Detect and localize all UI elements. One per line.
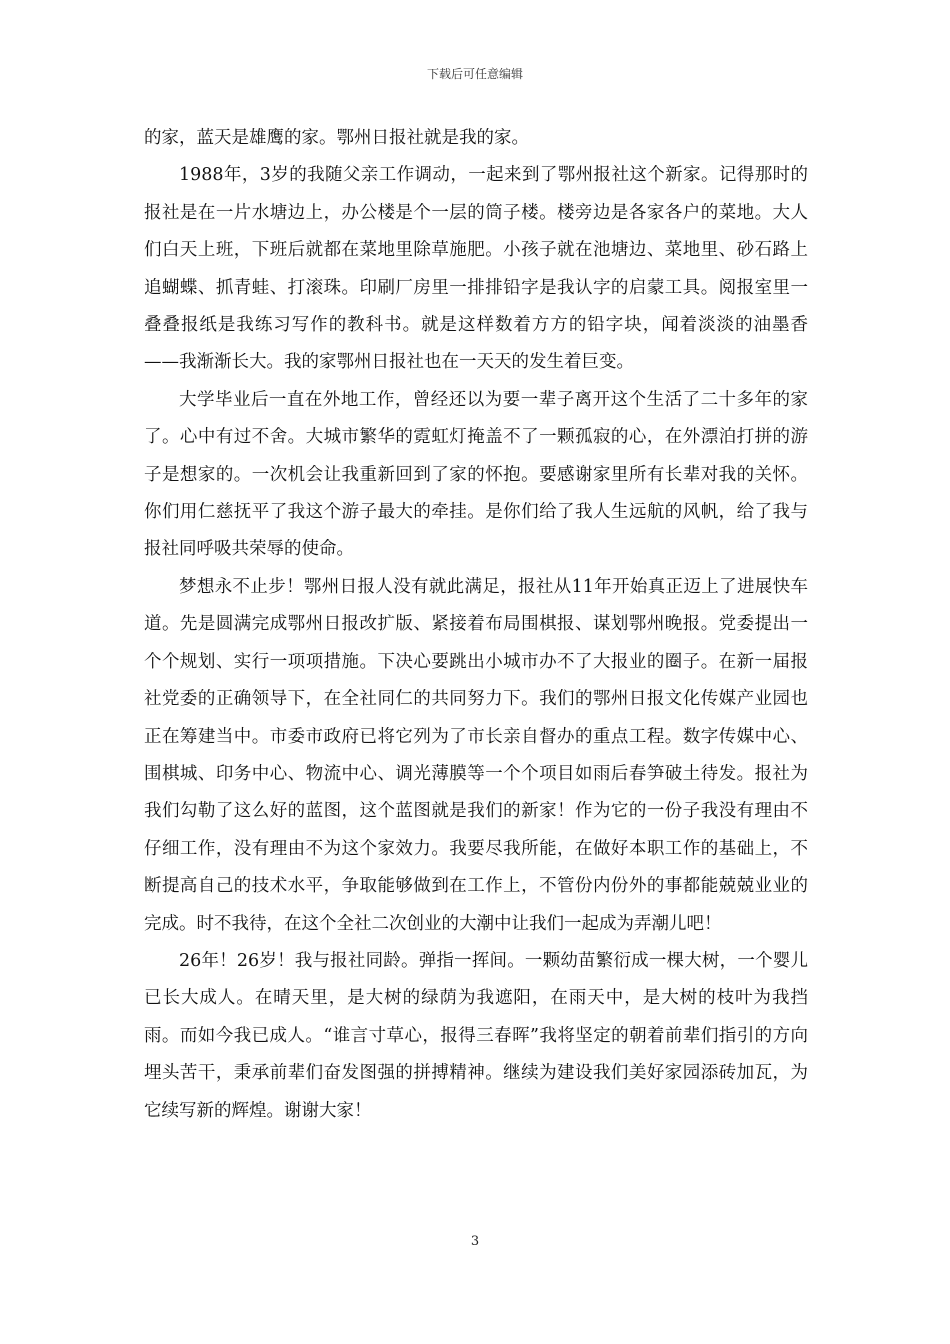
- paragraph-dream: 梦想永不止步！鄂州日报人没有就此满足，报社从11年开始真正迈上了进展快车道。先是圆满完成鄂州日报改扩版、紧接着布局围棋报、谋划鄂州晚报。党委提出一个个规划、实行一项项措施。下决心要跳出小城市办不了大报业的圈子。在新一届报社党委的正确领导下，在全社同仁的共同努力下。我们的鄂州日报文化传媒产业园也正在筹建当中。市委市政府已将它列为了市长亲自督办的重点工程。数字传媒中心、围棋城、印务中心、物流中心、调光薄膜等一个个项目如雨后春笋破土待发。报社为我们勾勒了这么好的蓝图，这个蓝图就是我们的新家！作为它的一份子我没有理由不仔细工作，没有理由不为这个家效力。我要尽我所能，在做好本职工作的基础上，不断提高自己的技术水平，争取能够做到在工作上，不管份内份外的事都能兢兢业业的完成。时不我待，在这个全社二次创业的大潮中让我们一起成为弄潮儿吧！: [144, 576, 808, 934]
- paragraph-closing: 26年！26岁！我与报社同龄。弹指一挥间。一颗幼苗繁衍成一棵大树，一个婴儿已长大成人。在晴天里，是大树的绿荫为我遮阳，在雨天中，是大树的枝叶为我挡雨。而如今我已成人。“谁言寸草心，报得三春晖”我将坚定的朝着前辈们指引的方向埋头苦干，秉承前辈们奋发图强的拼搏精神。继续为建设我们美好家园添砖加瓦，为它续写新的辉煌。谢谢大家！: [144, 950, 808, 1121]
- document-body: [144, 120, 808, 1130]
- paragraph-childhood: 1988年，3岁的我随父亲工作调动，一起来到了鄂州报社这个新家。记得那时的报社是在一片水塘边上，办公楼是个一层的筒子楼。楼旁边是各家各户的菜地。大人们白天上班，下班后就都在菜地里除草施肥。小孩子就在池塘边、菜地里、砂石路上追蝴蝶、抓青蛙、打滚珠。印刷厂房里一排排铅字是我认字的启蒙工具。阅报室里一叠叠报纸是我练习写作的教科书。就是这样数着方方的铅字块，闻着淡淡的油墨香——我渐渐长大。我的家鄂州日报社也在一天天的发生着巨变。: [144, 165, 808, 373]
- page-number: 3: [470, 1234, 480, 1249]
- paragraph-continuation: 的家，蓝天是雄鹰的家。鄂州日报社就是我的家。: [144, 128, 529, 148]
- page-header: 下载后可任意编辑: [426, 67, 523, 81]
- paragraph-return-home: 大学毕业后一直在外地工作，曾经还以为要一辈子离开这个生活了二十多年的家了。心中有过不舍。大城市繁华的霓虹灯掩盖不了一颗孤寂的心，在外漂泊打拼的游子是想家的。一次机会让我重新回到了家的怀抱。要感谢家里所有长辈对我的关怀。你们用仁慈抚平了我这个游子最大的牵挂。是你们给了我人生远航的风帆，给了我与报社同呼吸共荣辱的使命。: [144, 389, 808, 560]
